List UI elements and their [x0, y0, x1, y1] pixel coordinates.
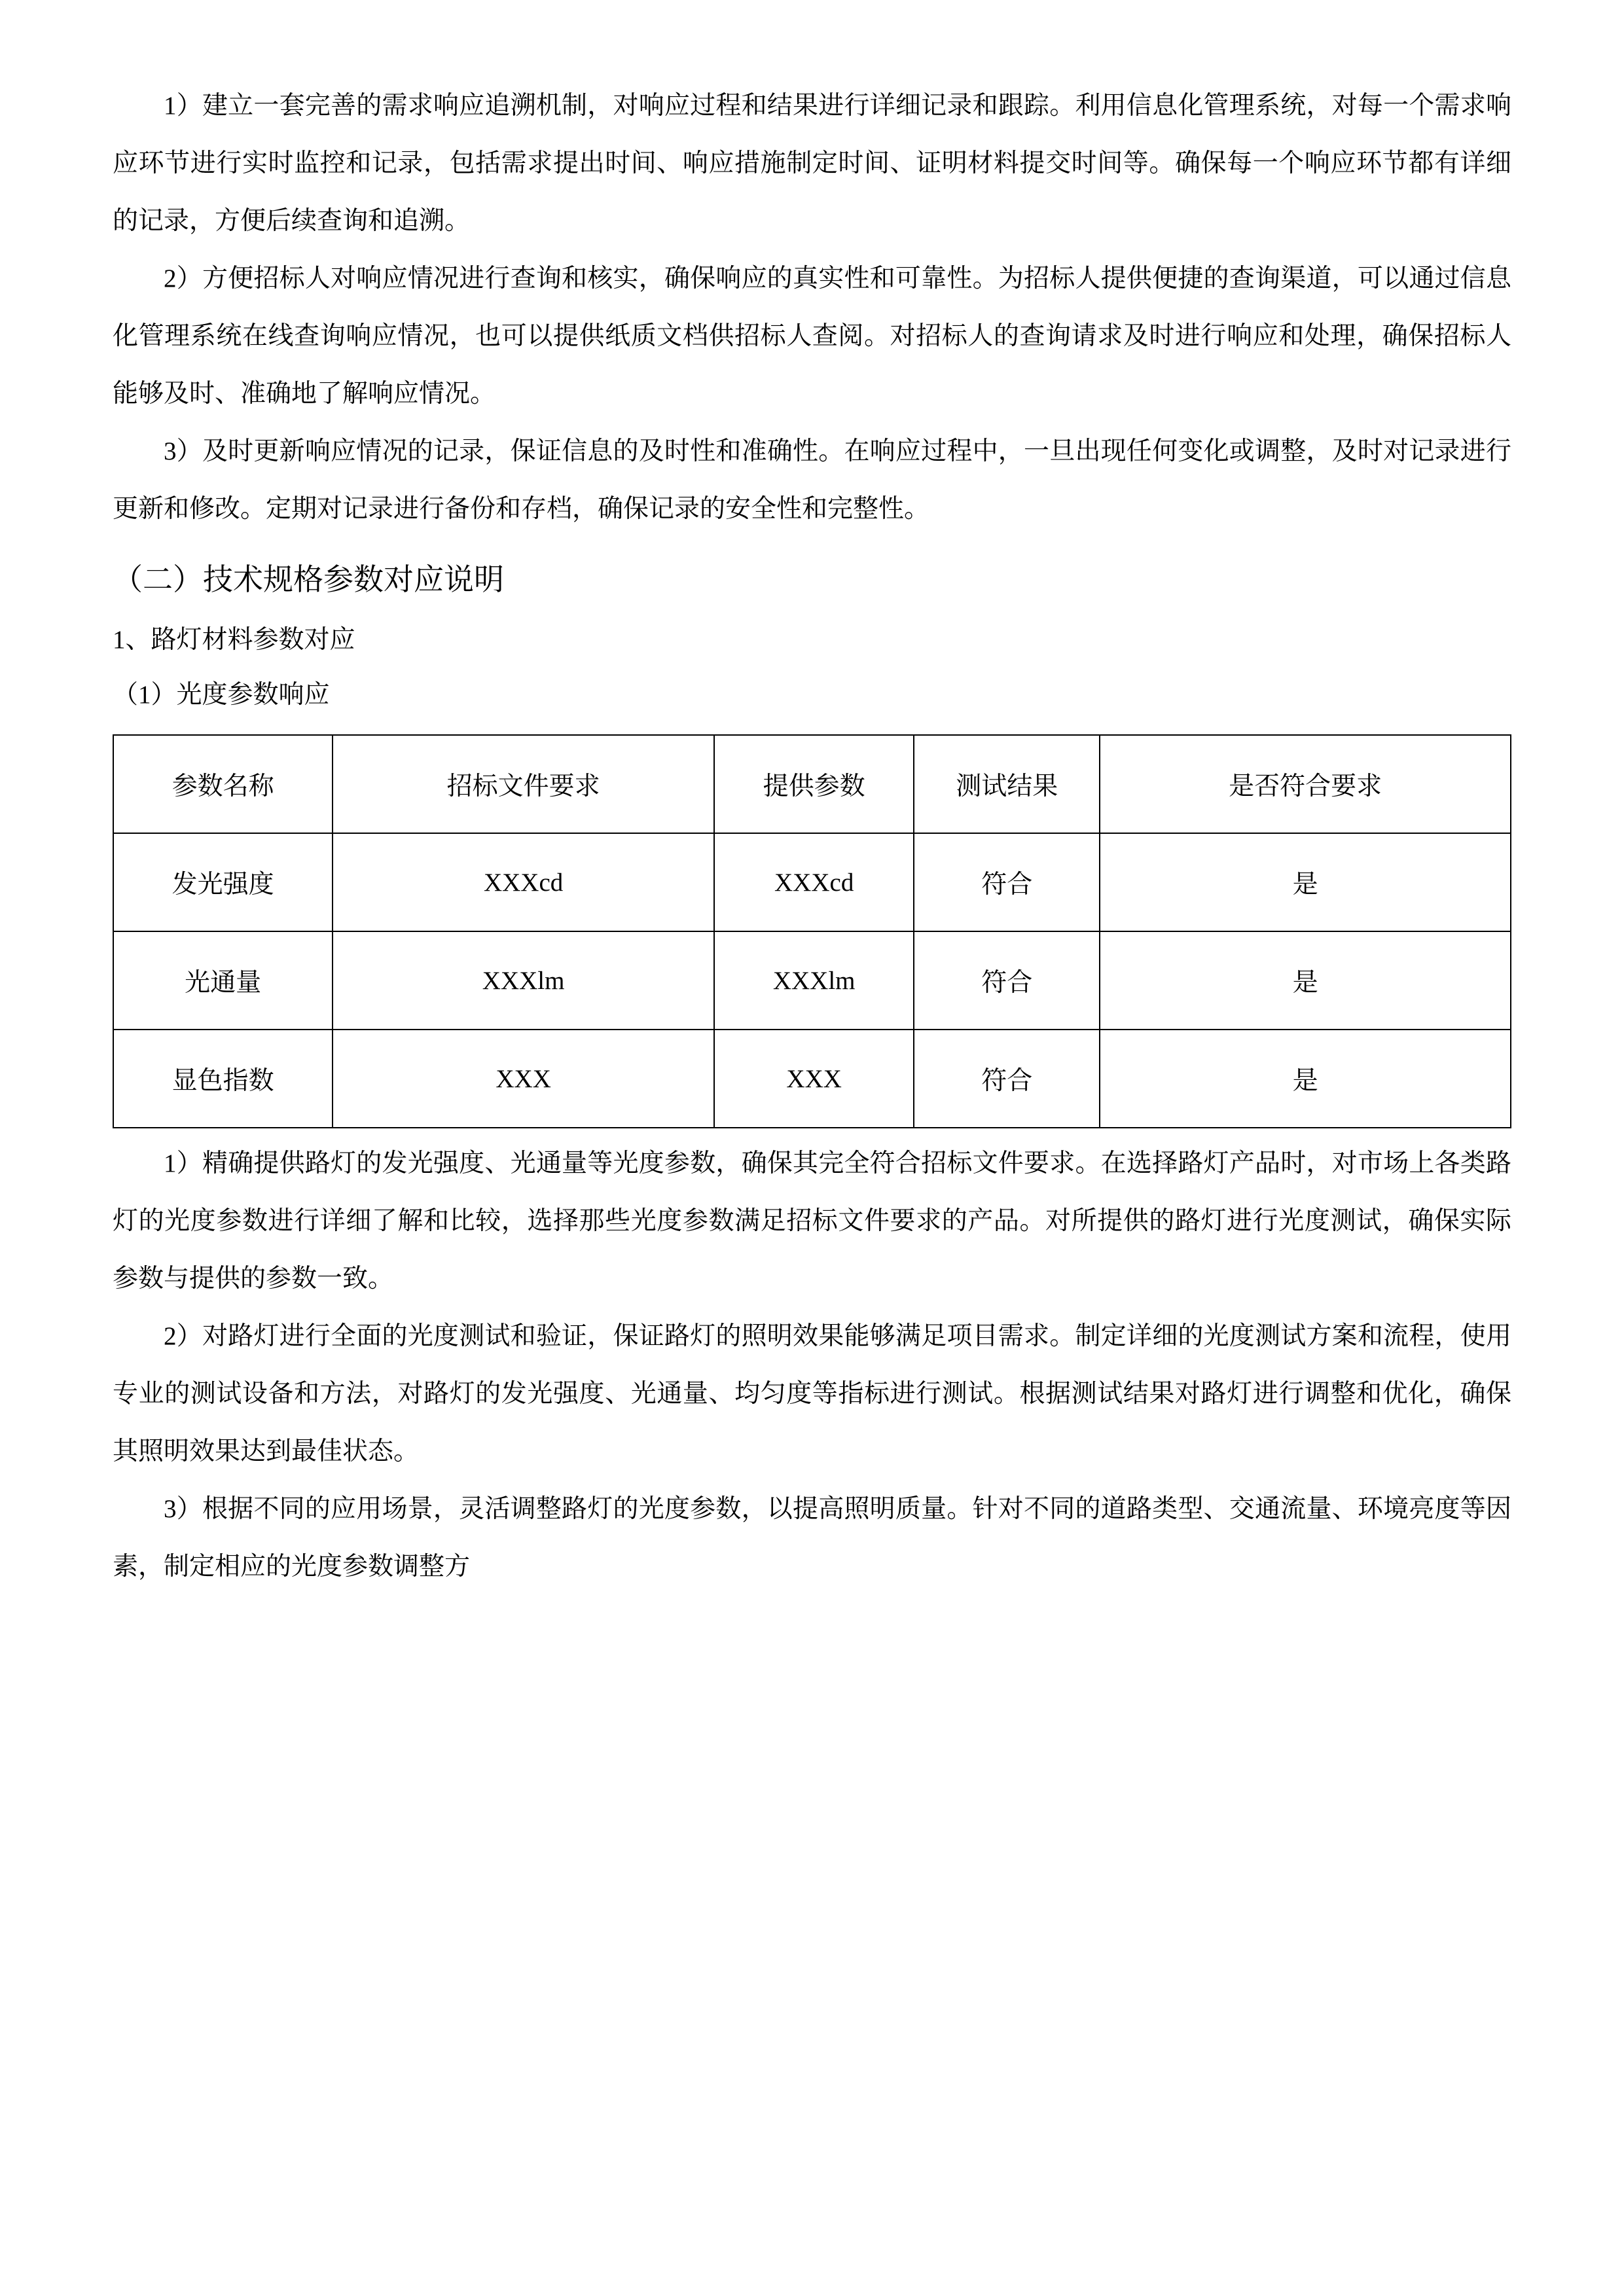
paragraph-photometric-adjustment: 3）根据不同的应用场景，灵活调整路灯的光度参数，以提高照明质量。针对不同的道路类型、交通流量、环境亮度等因素，制定相应的光度参数调整方: [113, 1495, 1511, 1581]
table-cell: 光通量: [113, 931, 333, 1030]
table-cell: 符合: [914, 833, 1100, 931]
paragraph-traceability: 1）建立一套完善的需求响应追溯机制，对响应过程和结果进行详细记录和跟踪。利用信息化管理系统，对每一个需求响应环节进行实时监控和记录，包括需求提出时间、响应措施制定时间、证明材料提交时间等。确保每一个响应环节都有详细的记录，方便后续查询和追溯。: [113, 92, 1511, 235]
table-cell: XXXcd: [714, 833, 914, 931]
table-cell: 符合: [914, 1030, 1100, 1128]
table-cell: 是: [1100, 931, 1511, 1030]
table-cell: 是: [1100, 833, 1511, 931]
sub-heading-photometric: （1）光度参数响应: [113, 681, 330, 709]
paragraph-photometric-accuracy: 1）精确提供路灯的发光强度、光通量等光度参数，确保其完全符合招标文件要求。在选择路灯产品时，对市场上各类路灯的光度参数进行详细了解和比较，选择那些光度参数满足招标文件要求的产品。对所提供的路灯进行光度测试，确保实际参数与提供的参数一致。: [113, 1149, 1511, 1293]
table-cell: XXXlm: [714, 931, 914, 1030]
table-row: [113, 833, 1511, 931]
table-row: [113, 1030, 1511, 1128]
table-header-cell: 测试结果: [914, 735, 1100, 833]
table-cell: 是: [1100, 1030, 1511, 1128]
paragraph-record-update: 3）及时更新响应情况的记录，保证信息的及时性和准确性。在响应过程中，一旦出现任何变化或调整，及时对记录进行更新和修改。定期对记录进行备份和存档，确保记录的安全性和完整性。: [113, 437, 1511, 523]
table-header-cell: 招标文件要求: [333, 735, 714, 833]
table-header-row: [113, 735, 1511, 833]
table-cell: XXXcd: [333, 833, 714, 931]
paragraph-query-verify: 2）方便招标人对响应情况进行查询和核实，确保响应的真实性和可靠性。为招标人提供便捷的查询渠道，可以通过信息化管理系统在线查询响应情况，也可以提供纸质文档供招标人查阅。对招标人的查询请求及时进行响应和处理，确保招标人能够及时、准确地了解响应情况。: [113, 264, 1511, 408]
table-header-cell: 是否符合要求: [1100, 735, 1511, 833]
table-cell: XXX: [333, 1030, 714, 1128]
table-header-cell: 提供参数: [714, 735, 914, 833]
sub-heading-lamp-material: 1、路灯材料参数对应: [113, 626, 355, 654]
table-cell: 符合: [914, 931, 1100, 1030]
section-heading-tech-specs: （二）技术规格参数对应说明: [113, 563, 504, 596]
photometric-parameter-table: [113, 734, 1511, 1128]
table-cell: 显色指数: [113, 1030, 333, 1128]
table-header-cell: 参数名称: [113, 735, 333, 833]
table-cell: 发光强度: [113, 833, 333, 931]
table-cell: XXXlm: [333, 931, 714, 1030]
table-row: [113, 931, 1511, 1030]
table-cell: XXX: [714, 1030, 914, 1128]
paragraph-photometric-testing: 2）对路灯进行全面的光度测试和验证，保证路灯的照明效果能够满足项目需求。制定详细的光度测试方案和流程，使用专业的测试设备和方法，对路灯的发光强度、光通量、均匀度等指标进行测试。根据测试结果对路灯进行调整和优化，确保其照明效果达到最佳状态。: [113, 1322, 1511, 1465]
